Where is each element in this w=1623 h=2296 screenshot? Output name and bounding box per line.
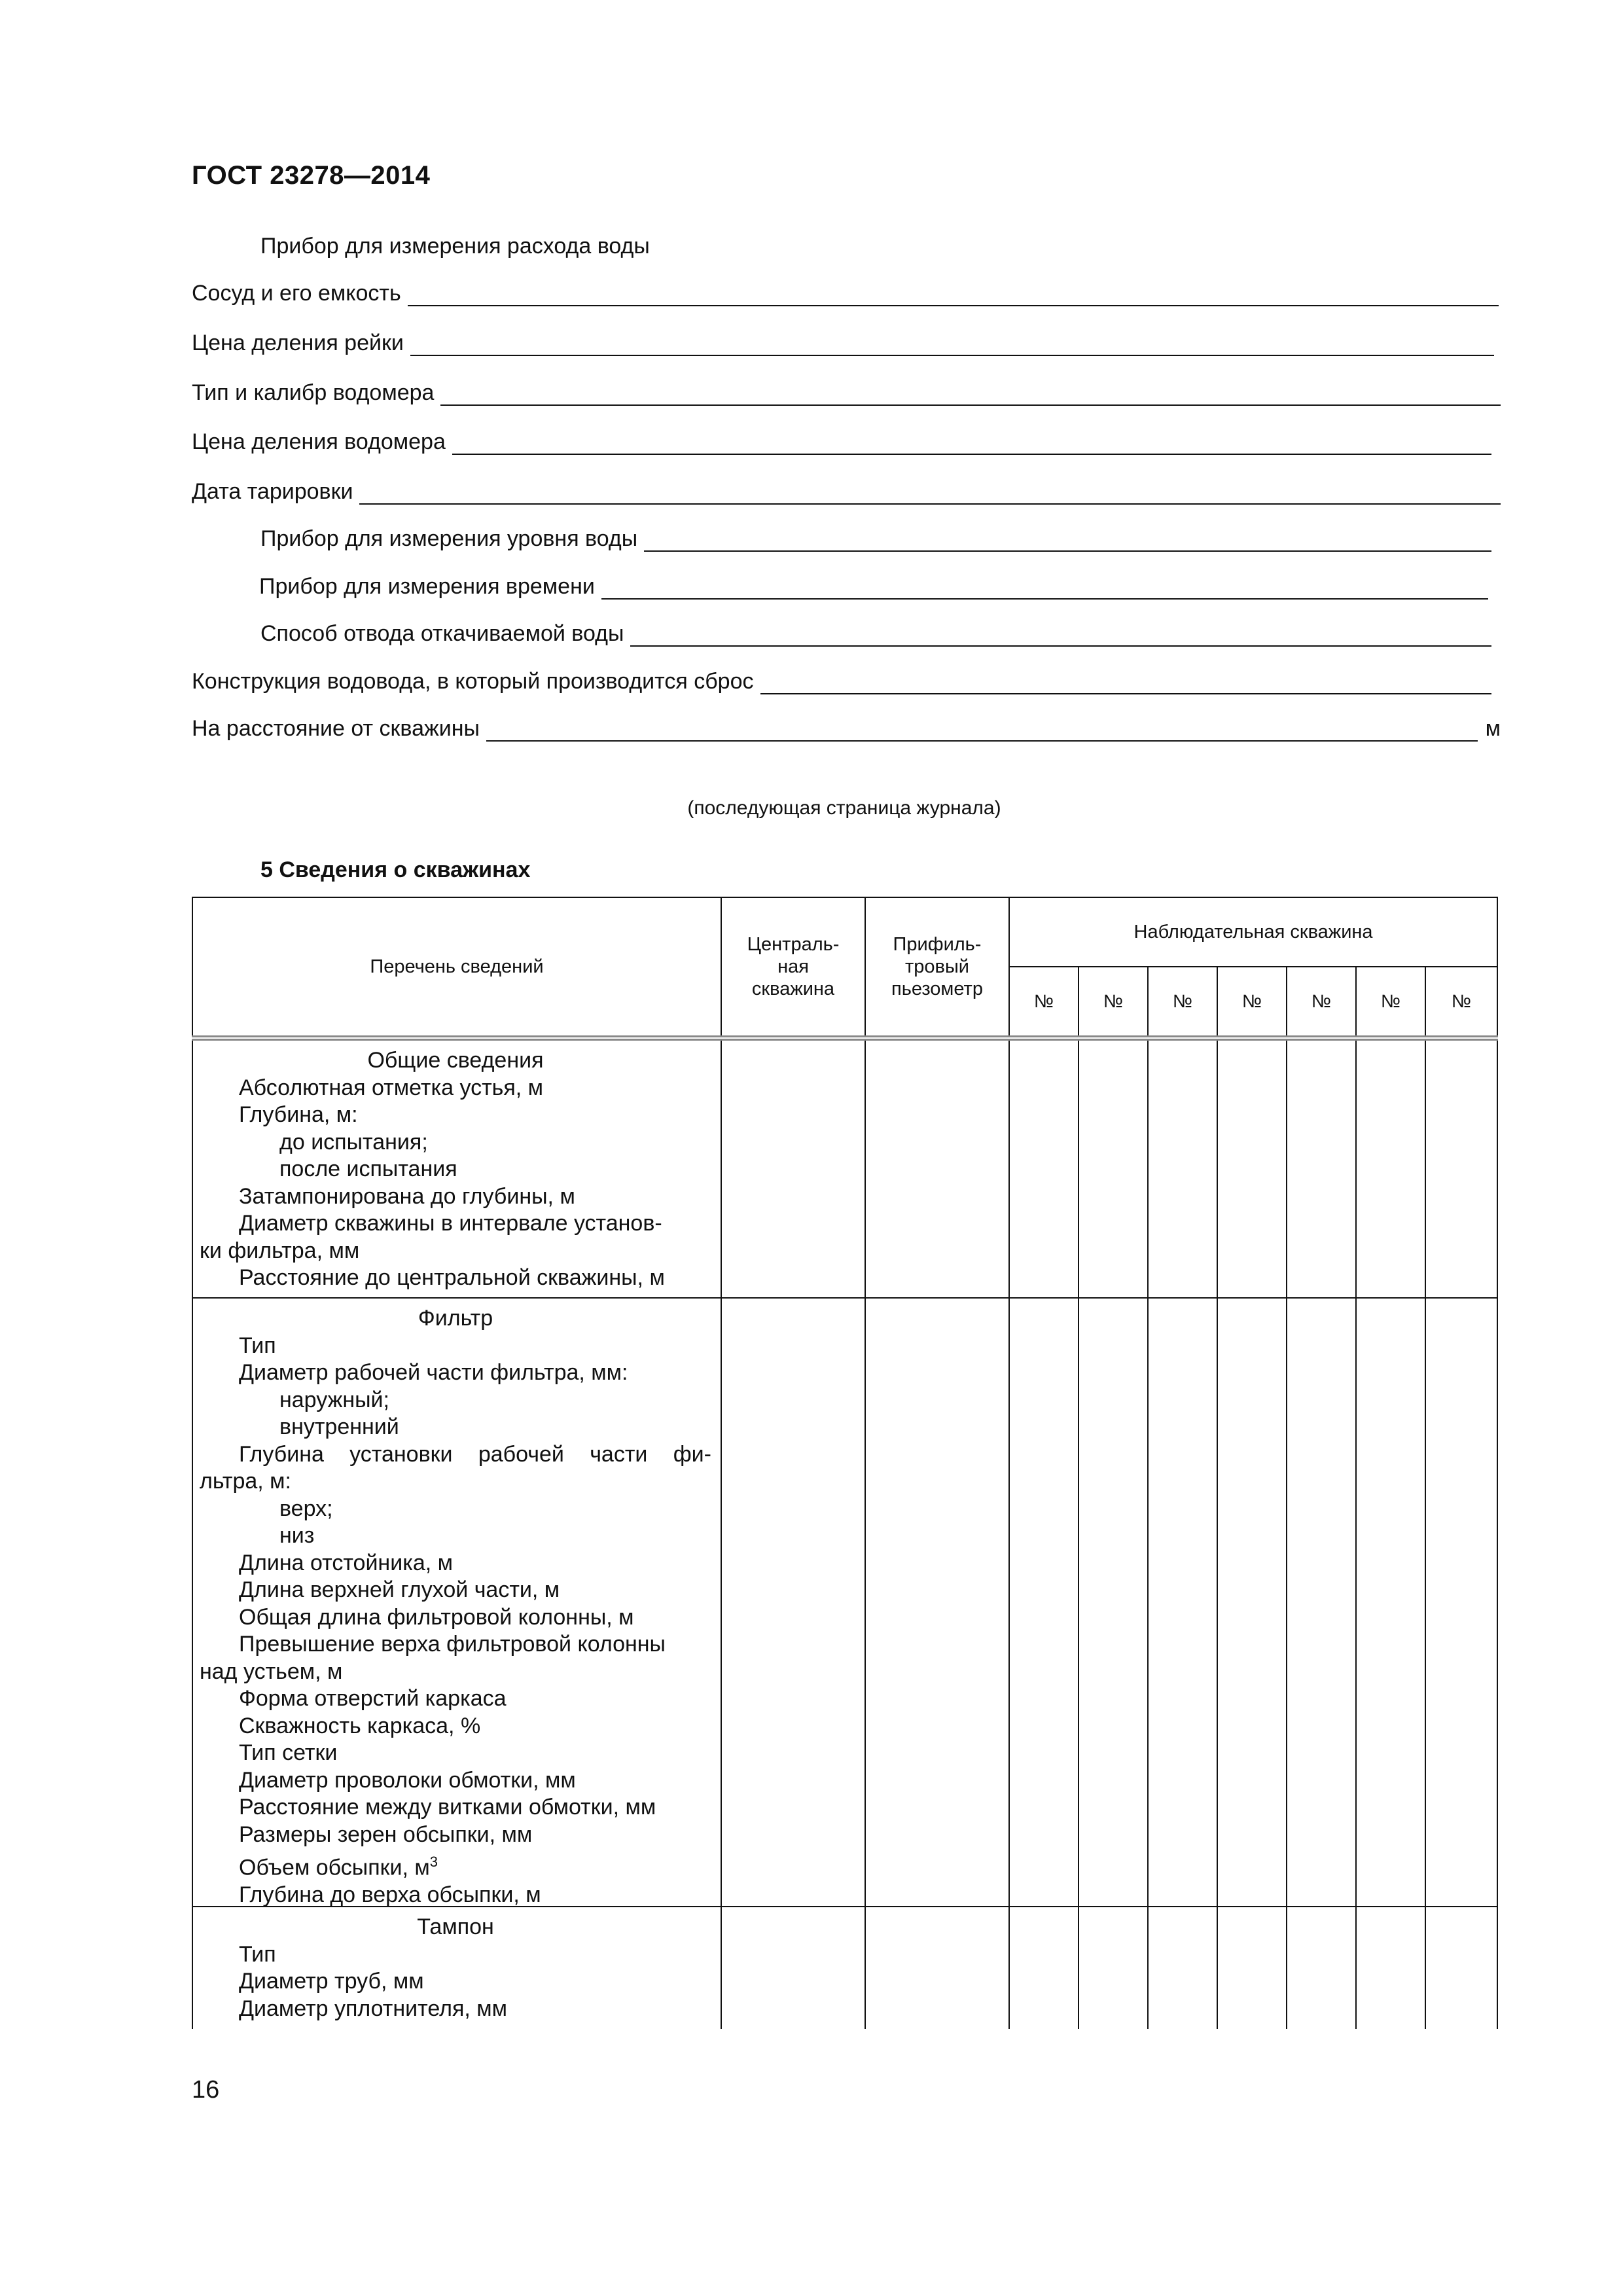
form-subtitle-water-flow: Прибор для измерения расхода воды bbox=[260, 234, 650, 259]
list-item: Тип bbox=[239, 1333, 276, 1358]
list-item: Глубина, м: bbox=[239, 1102, 358, 1127]
field-label: Способ отвода откачиваемой воды bbox=[260, 621, 624, 646]
cell-central[interactable] bbox=[721, 1298, 865, 1907]
group-filter bbox=[192, 1298, 721, 1907]
list-item: верх; bbox=[279, 1496, 333, 1521]
field-label: Цена деления водомера bbox=[192, 429, 446, 454]
header-number: № bbox=[1425, 967, 1497, 1038]
list-item: Диаметр уплотнителя, мм bbox=[239, 1996, 508, 2021]
header-central-well: Централь- ная скважина bbox=[721, 897, 865, 1038]
field-meter-type bbox=[192, 377, 1501, 406]
list-item: внутренний bbox=[279, 1414, 399, 1439]
list-item: Превышение верха фильтровой колонны bbox=[239, 1632, 666, 1657]
field-distance-from-well bbox=[192, 713, 1501, 742]
cell-central[interactable] bbox=[721, 1038, 865, 1298]
header-number: № bbox=[1356, 967, 1425, 1038]
list-item: ки фильтра, мм bbox=[200, 1238, 360, 1263]
field-label: Прибор для измерения уровня воды bbox=[260, 526, 638, 551]
section-title: 5 Сведения о скважинах bbox=[260, 857, 531, 882]
group-title: Общие сведения bbox=[367, 1048, 544, 1073]
cell-piezometer[interactable] bbox=[865, 1038, 1009, 1298]
field-label: Дата тарировки bbox=[192, 479, 353, 504]
cell-central[interactable] bbox=[721, 1907, 865, 2029]
fill-line[interactable] bbox=[410, 331, 1494, 356]
table-row-filter bbox=[192, 1298, 1497, 1907]
field-vessel-capacity bbox=[192, 278, 1499, 306]
page-note: (последующая страница журнала) bbox=[687, 797, 1001, 819]
cell-observation[interactable] bbox=[1356, 1907, 1425, 2029]
cell-observation[interactable] bbox=[1009, 1038, 1079, 1298]
cell-observation[interactable] bbox=[1356, 1298, 1425, 1907]
field-label: На расстояние от скважины bbox=[192, 716, 480, 741]
list-item: Общая длина фильтровой колонны, м bbox=[239, 1604, 634, 1630]
header-list: Перечень сведений bbox=[192, 897, 721, 1038]
list-item: Глубина установки рабочей части фи- bbox=[239, 1441, 711, 1467]
fill-line[interactable] bbox=[408, 281, 1499, 306]
list-item: наружный; bbox=[279, 1387, 389, 1412]
cell-observation[interactable] bbox=[1287, 1038, 1356, 1298]
cell-observation[interactable] bbox=[1148, 1298, 1217, 1907]
list-item: Диаметр рабочей части фильтра, мм: bbox=[239, 1360, 628, 1385]
fill-line[interactable] bbox=[452, 430, 1491, 455]
header-observation-well: Наблюдательная скважина bbox=[1009, 897, 1497, 967]
list-item: над устьем, м bbox=[200, 1659, 343, 1684]
field-conduit-construction bbox=[192, 666, 1491, 694]
list-item: Затампонирована до глубины, м bbox=[239, 1183, 575, 1209]
list-item: Скважность каркаса, % bbox=[239, 1713, 481, 1738]
cell-piezometer[interactable] bbox=[865, 1907, 1009, 2029]
fill-line[interactable] bbox=[644, 527, 1491, 552]
field-discharge-method bbox=[260, 618, 1491, 647]
cell-observation[interactable] bbox=[1148, 1038, 1217, 1298]
table-row-plug bbox=[192, 1907, 1497, 2029]
group-general bbox=[192, 1038, 721, 1298]
group-title: Фильтр bbox=[418, 1306, 493, 1331]
cell-observation[interactable] bbox=[1425, 1298, 1497, 1907]
header-piezometer: Прифиль- тровый пьезометр bbox=[865, 897, 1009, 1038]
header-number: № bbox=[1148, 967, 1217, 1038]
list-item: Глубина до верха обсыпки, м bbox=[239, 1882, 541, 1907]
cell-observation[interactable] bbox=[1148, 1907, 1217, 2029]
page-number: 16 bbox=[192, 2076, 220, 2104]
cell-observation[interactable] bbox=[1009, 1907, 1079, 2029]
cell-observation[interactable] bbox=[1079, 1907, 1148, 2029]
list-item: Диаметр скважины в интервале установ- bbox=[239, 1211, 662, 1236]
field-level-device bbox=[260, 523, 1491, 552]
list-item: Тип сетки bbox=[239, 1740, 338, 1765]
list-item: до испытания; bbox=[279, 1129, 428, 1155]
field-label: Прибор для измерения времени bbox=[259, 574, 595, 599]
cell-observation[interactable] bbox=[1425, 1038, 1497, 1298]
list-item: Тип bbox=[239, 1941, 276, 1967]
list-item: Абсолютная отметка устья, м bbox=[239, 1075, 544, 1100]
list-item: Объем обсыпки, $м^3$ bbox=[239, 1854, 438, 1880]
header-number: № bbox=[1079, 967, 1148, 1038]
cell-observation[interactable] bbox=[1217, 1907, 1287, 2029]
cell-observation[interactable] bbox=[1425, 1907, 1497, 2029]
list-item: Диаметр труб, мм bbox=[239, 1969, 424, 1994]
table-row-general bbox=[192, 1038, 1497, 1298]
fill-line[interactable] bbox=[486, 717, 1478, 742]
field-rod-division bbox=[192, 327, 1494, 356]
document-code: ГОСТ 23278—2014 bbox=[192, 161, 431, 190]
header-number: № bbox=[1217, 967, 1287, 1038]
well-info-table bbox=[192, 897, 1498, 2029]
cell-observation[interactable] bbox=[1217, 1298, 1287, 1907]
fill-line[interactable] bbox=[359, 480, 1501, 505]
group-plug bbox=[192, 1907, 721, 2029]
list-item: низ bbox=[279, 1523, 315, 1548]
field-meter-division bbox=[192, 426, 1491, 455]
fill-line[interactable] bbox=[630, 622, 1491, 647]
list-item: Длина верхней глухой части, м bbox=[239, 1577, 560, 1602]
cell-observation[interactable] bbox=[1079, 1038, 1148, 1298]
cell-observation[interactable] bbox=[1009, 1298, 1079, 1907]
field-time-device bbox=[259, 571, 1488, 600]
field-label: Тип и калибр водомера bbox=[192, 380, 435, 405]
list-item: Расстояние между витками обмотки, мм bbox=[239, 1795, 656, 1820]
cell-observation[interactable] bbox=[1287, 1907, 1356, 2029]
list-item: Размеры зерен обсыпки, мм bbox=[239, 1821, 533, 1847]
field-label: Цена деления рейки bbox=[192, 331, 404, 355]
fill-line[interactable] bbox=[601, 575, 1488, 600]
cell-observation[interactable] bbox=[1356, 1038, 1425, 1298]
field-label: Сосуд и его емкость bbox=[192, 281, 401, 306]
cell-piezometer[interactable] bbox=[865, 1298, 1009, 1907]
field-label: Конструкция водовода, в который производится сброс bbox=[192, 669, 754, 694]
field-calibration-date bbox=[192, 476, 1501, 505]
header-number: № bbox=[1287, 967, 1356, 1038]
cell-observation[interactable] bbox=[1217, 1038, 1287, 1298]
list-item: Форма отверстий каркаса bbox=[239, 1686, 507, 1711]
list-item: Диаметр проволоки обмотки, мм bbox=[239, 1767, 576, 1793]
list-item: Расстояние до центральной скважины, м bbox=[239, 1265, 665, 1290]
fill-line[interactable] bbox=[440, 381, 1501, 406]
list-item: Длина отстойника, м bbox=[239, 1550, 454, 1575]
group-title: Тампон bbox=[417, 1914, 494, 1939]
header-number: № bbox=[1009, 967, 1079, 1038]
cell-observation[interactable] bbox=[1287, 1298, 1356, 1907]
unit-label: м bbox=[1485, 716, 1501, 741]
fill-line[interactable] bbox=[760, 670, 1492, 694]
list-item: после испытания bbox=[279, 1157, 457, 1181]
list-item: льтра, м: bbox=[200, 1469, 292, 1494]
cell-observation[interactable] bbox=[1079, 1298, 1148, 1907]
